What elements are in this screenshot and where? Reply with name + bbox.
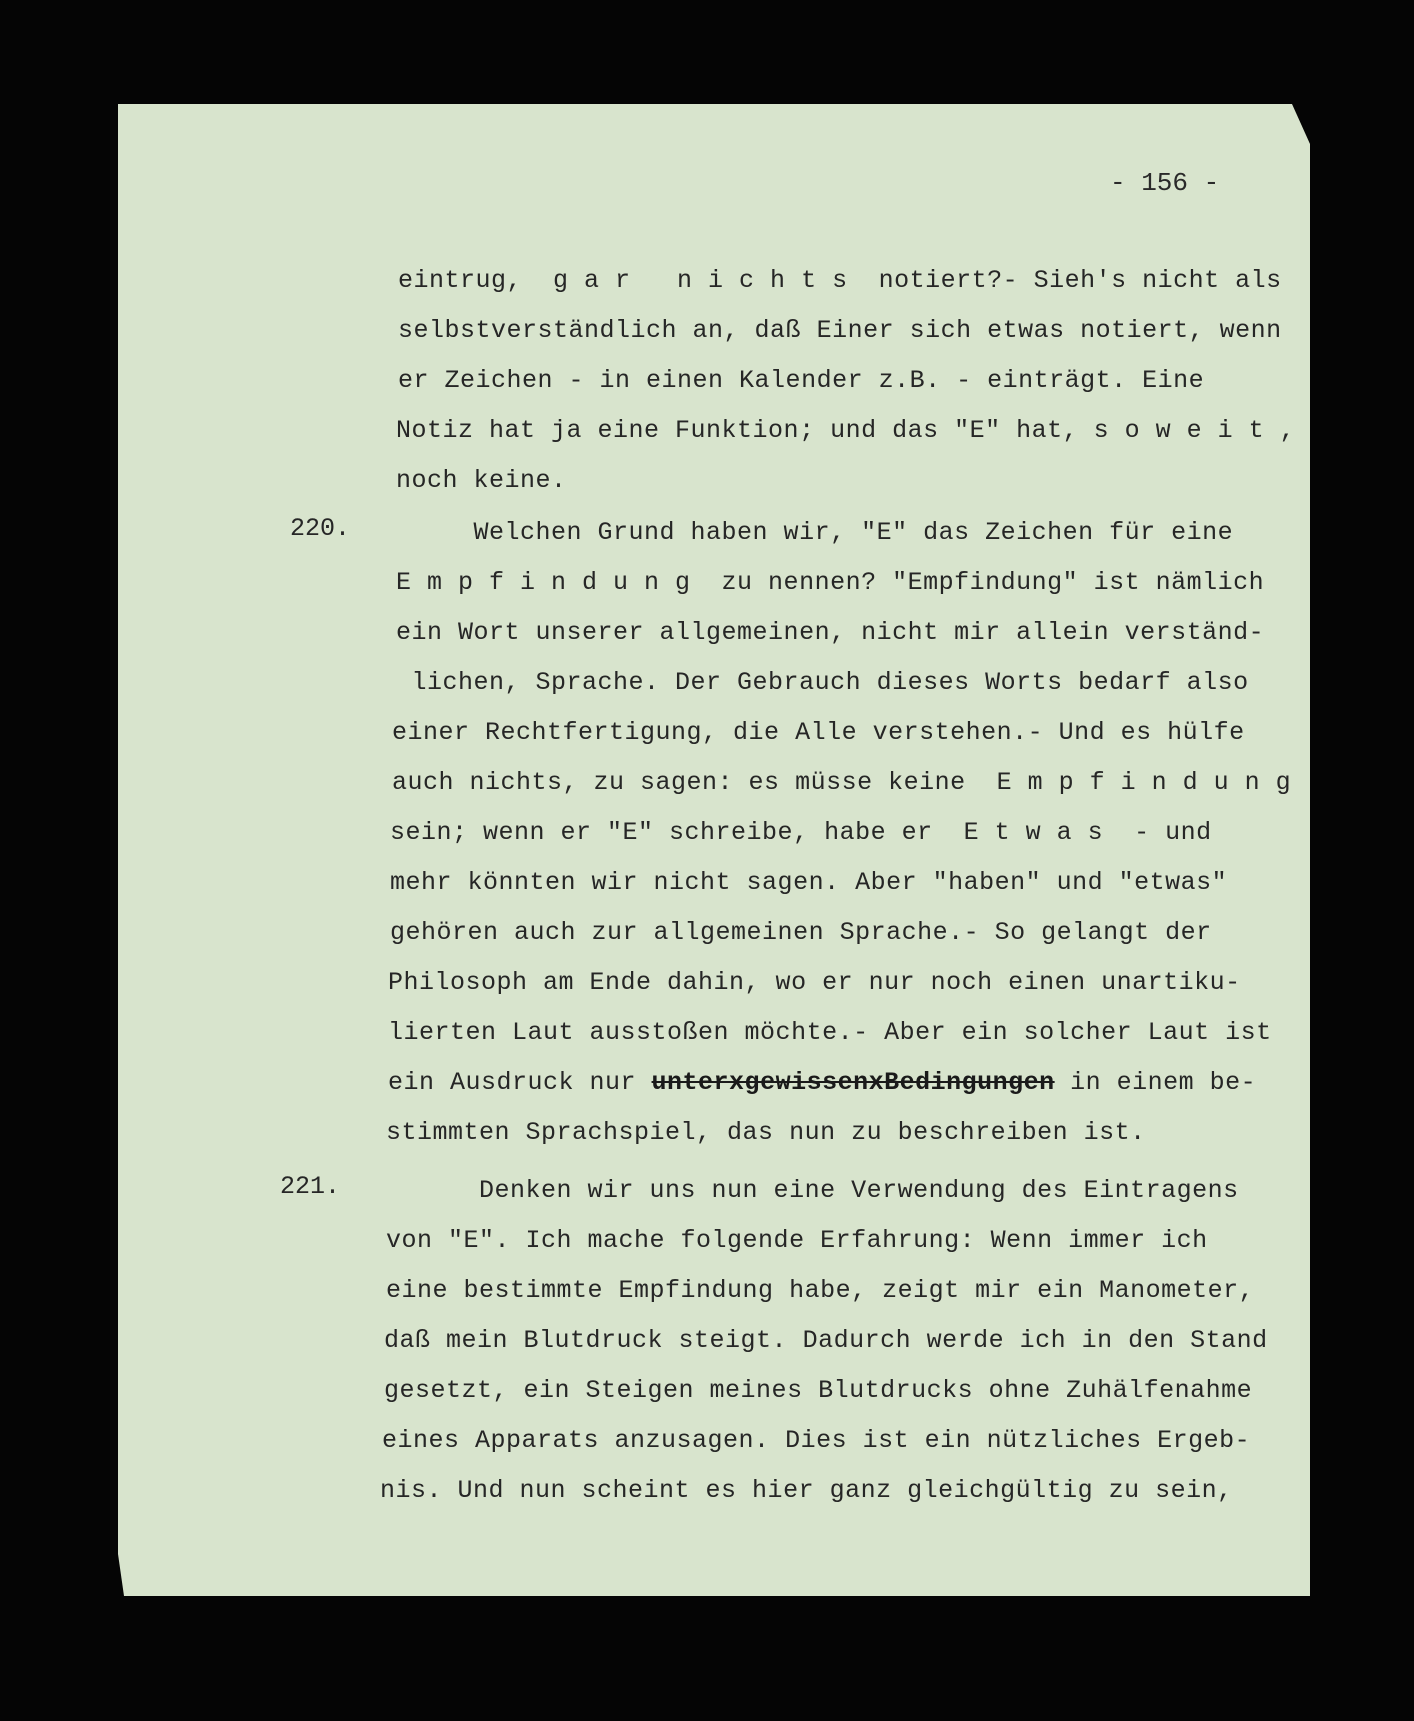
text-line: Notiz hat ja eine Funktion; und das "E" hat, s o w e i t , xyxy=(396,416,1296,445)
text-line: er Zeichen - in einen Kalender z.B. - einträgt. Eine xyxy=(398,366,1205,395)
text-line-with-strikeout xyxy=(388,1068,1256,1097)
text-line: daß mein Blutdruck steigt. Dadurch werde ich in den Stand xyxy=(384,1326,1268,1355)
text-line: eintrug, g a r n i c h t s notiert?- Sieh's nicht als xyxy=(398,266,1282,295)
text-line: E m p f i n d u n g zu nennen? "Empfindung" ist nämlich xyxy=(396,568,1265,597)
text-line: Philosoph am Ende dahin, wo er nur noch einen unartiku- xyxy=(388,968,1241,997)
text-line: eines Apparats anzusagen. Dies ist ein nützliches Ergeb- xyxy=(382,1426,1251,1455)
text-line: ein Wort unserer allgemeinen, nicht mir allein verständ- xyxy=(396,618,1265,647)
text-line: von "E". Ich mache folgende Erfahrung: Wenn immer ich xyxy=(386,1226,1208,1255)
text-line: Welchen Grund haben wir, "E" das Zeichen für eine xyxy=(396,518,1234,547)
text-segment: ein Ausdruck nur xyxy=(388,1068,652,1097)
text-line: lierten Laut ausstoßen möchte.- Aber ein solcher Laut ist xyxy=(388,1018,1272,1047)
section-number-220: 220. xyxy=(290,514,351,543)
struck-out-text: unterxgewissenxBedingungen xyxy=(651,1068,1055,1097)
page-number: - 156 - xyxy=(1110,168,1220,198)
text-line: stimmten Sprachspiel, das nun zu beschreiben ist. xyxy=(386,1118,1146,1147)
text-line: lichen, Sprache. Der Gebrauch dieses Worts bedarf also xyxy=(396,668,1249,697)
text-line: mehr könnten wir nicht sagen. Aber "haben" und "etwas" xyxy=(390,868,1228,897)
text-line: Denken wir uns nun eine Verwendung des Eintragens xyxy=(386,1176,1239,1205)
text-line: gehören auch zur allgemeinen Sprache.- So gelangt der xyxy=(390,918,1212,947)
text-line: eine bestimmte Empfindung habe, zeigt mir ein Manometer, xyxy=(386,1276,1255,1305)
text-line: noch keine. xyxy=(396,466,567,495)
text-line: nis. Und nun scheint es hier ganz gleichgültig zu sein, xyxy=(380,1476,1233,1505)
text-line: selbstverständlich an, daß Einer sich etwas notiert, wenn xyxy=(398,316,1282,345)
text-line: sein; wenn er "E" schreibe, habe er E t w a s - und xyxy=(390,818,1212,847)
text-line: auch nichts, zu sagen: es müsse keine E m p f i n d u n g xyxy=(392,768,1292,797)
text-line: einer Rechtfertigung, die Alle verstehen.- Und es hülfe xyxy=(392,718,1245,747)
text-segment: in einem be- xyxy=(1054,1068,1257,1097)
section-number-221: 221. xyxy=(280,1172,341,1201)
text-line: gesetzt, ein Steigen meines Blutdrucks ohne Zuhälfenahme xyxy=(384,1376,1253,1405)
